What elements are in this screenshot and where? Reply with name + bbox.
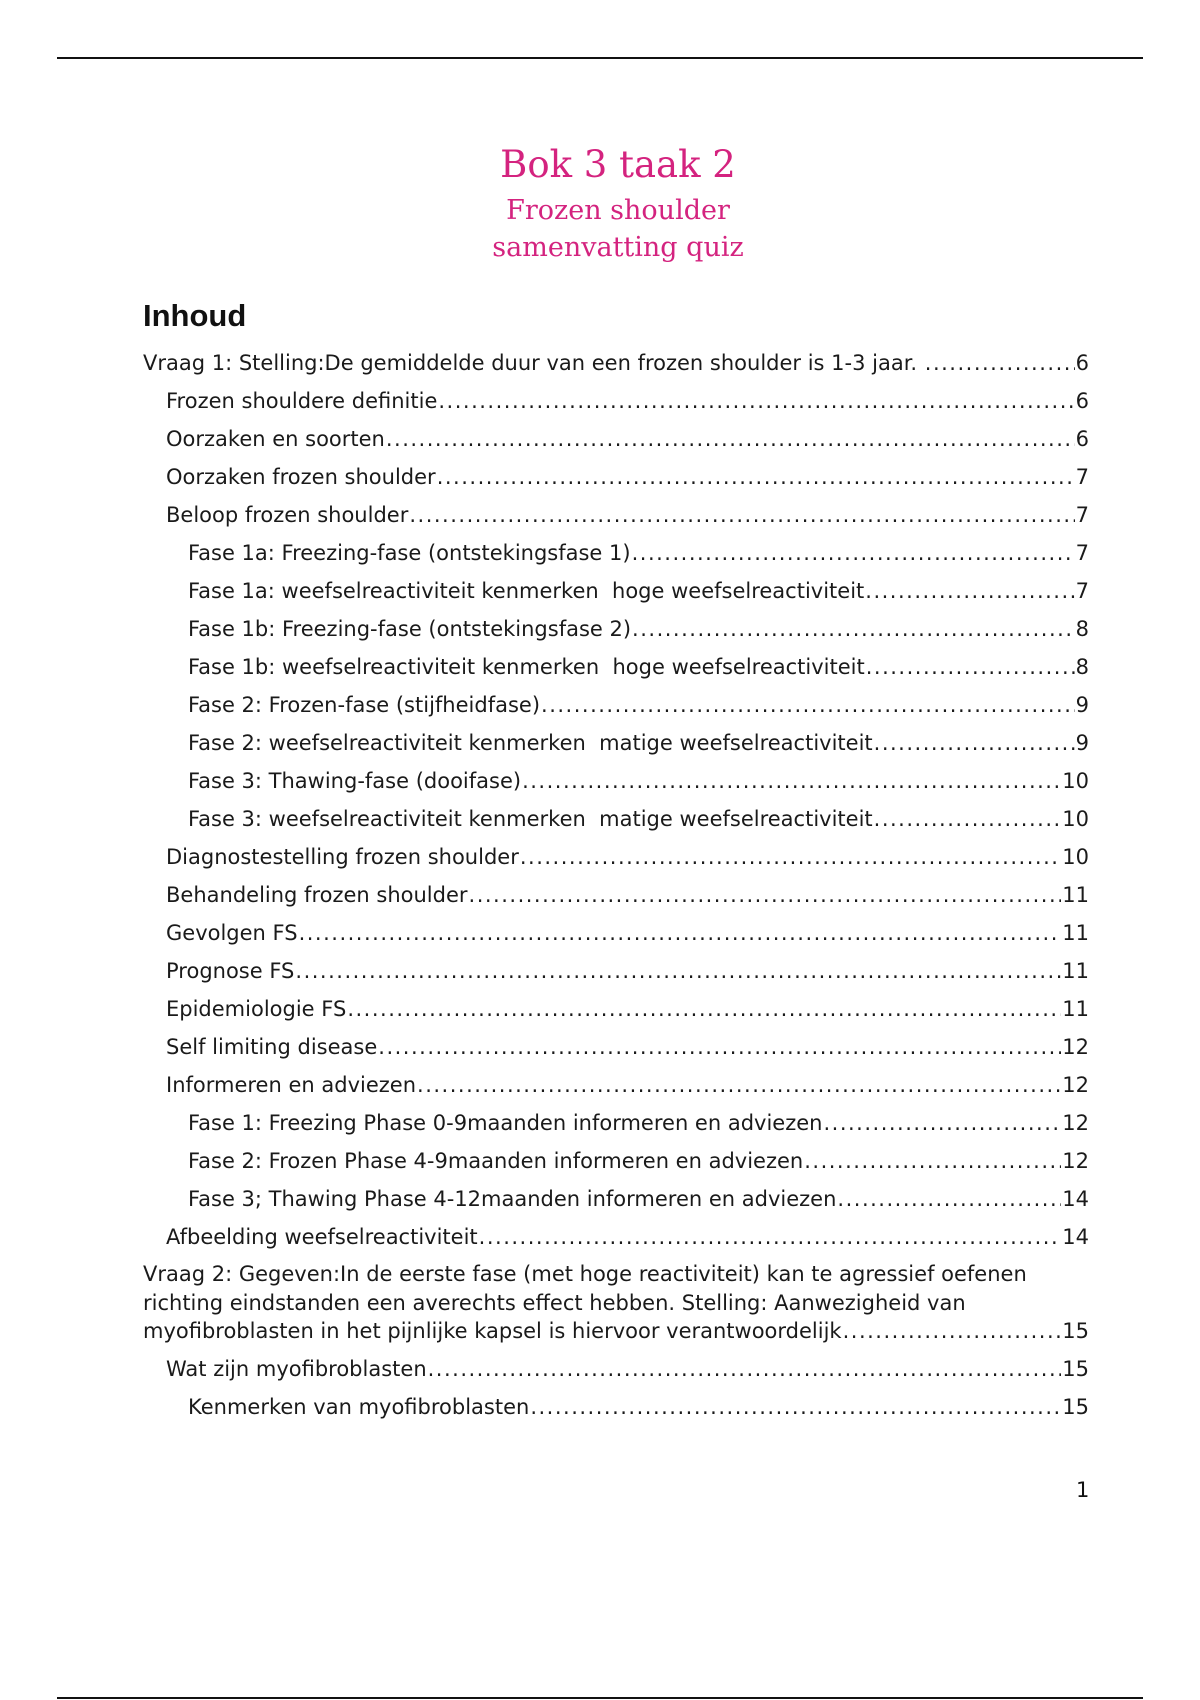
- toc-leader-dots: [823, 1108, 1061, 1138]
- toc-entry-text: Wat zijn myofibroblasten: [166, 1356, 427, 1381]
- toc-leader-dots: [438, 386, 1074, 416]
- toc-entry[interactable]: [143, 424, 1089, 462]
- toc-entry-page: 6: [1075, 389, 1089, 413]
- toc-entry-page: 6: [1075, 427, 1089, 451]
- toc-entry-page: 7: [1075, 465, 1089, 489]
- toc-entry-text: Fase 1b: Freezing-fase (ontstekingsfase 2): [188, 617, 632, 641]
- toc-entry-text: Vraag 1: Stelling:De gemiddelde duur van een frozen shoulder is 1-3 jaar.: [143, 351, 924, 375]
- toc-entry-page: 15: [1062, 1319, 1089, 1343]
- bottom-rule: [57, 1697, 1143, 1699]
- toc-entry-page: 15: [1062, 1356, 1089, 1381]
- toc-entry-text: Gevolgen FS: [166, 921, 298, 945]
- toc-entry-page: 10: [1062, 845, 1089, 869]
- toc-entry[interactable]: [143, 842, 1089, 880]
- toc-entry-page: 10: [1062, 769, 1089, 793]
- toc-entry-text: Fase 2: Frozen Phase 4-9maanden informeren en adviezen: [188, 1149, 804, 1173]
- toc-leader-dots: [299, 918, 1062, 948]
- toc-entry-text-line2: richting eindstanden een averechts effect hebben. Stelling: Aanwezigheid van: [143, 1290, 966, 1315]
- toc-entry-page: 11: [1062, 921, 1089, 945]
- toc-entry-text: Behandeling frozen shoulder: [166, 883, 468, 907]
- toc-leader-dots: [632, 614, 1075, 644]
- toc-entry-text: Beloop frozen shoulder: [166, 503, 409, 527]
- toc-entry-text: Epidemiologie FS: [166, 997, 347, 1021]
- toc-entry-page: 9: [1075, 731, 1089, 755]
- toc-entry[interactable]: [143, 538, 1089, 576]
- toc-entry-text: Fase 1: Freezing Phase 0-9maanden informeren en adviezen: [188, 1111, 823, 1135]
- toc-leader-dots: [865, 576, 1074, 606]
- toc-entry-page: 7: [1075, 541, 1089, 565]
- toc-entry[interactable]: [143, 576, 1089, 614]
- toc-leader-dots: [469, 880, 1062, 910]
- toc-leader-dots: [530, 1392, 1061, 1422]
- toc-entry-text: Fase 1a: weefselreactiviteit kenmerken hoge weefselreactiviteit: [188, 579, 865, 603]
- toc-entry-text: Fase 3; Thawing Phase 4-12maanden informeren en adviezen: [188, 1187, 837, 1211]
- toc-entry[interactable]: [143, 1222, 1089, 1260]
- toc-entry[interactable]: [143, 956, 1089, 994]
- toc-entry-text: Fase 2: Frozen-fase (stijfheidfase): [188, 693, 541, 717]
- toc-leader-dots: [378, 1032, 1061, 1062]
- toc-entry-page: 11: [1062, 959, 1089, 983]
- toc-entry-page: 14: [1062, 1225, 1089, 1249]
- toc-entry-text: Fase 1b: weefselreactiviteit kenmerken hoge weefselreactiviteit: [188, 655, 865, 679]
- toc-leader-dots: [347, 994, 1061, 1024]
- toc-entry[interactable]: [143, 500, 1089, 538]
- toc-entry-multiline[interactable]: [143, 1260, 1089, 1346]
- toc-entry-page: 11: [1062, 997, 1089, 1021]
- toc-entry-text: Informeren en adviezen: [166, 1073, 417, 1097]
- toc-entry-page: 8: [1075, 655, 1089, 679]
- toc-entry-page: 14: [1062, 1187, 1089, 1211]
- toc-entry[interactable]: [143, 1184, 1089, 1222]
- toc-entry[interactable]: [143, 690, 1089, 728]
- toc-entry-page: 12: [1062, 1073, 1089, 1097]
- toc-entry[interactable]: [143, 386, 1089, 424]
- toc-entry[interactable]: [143, 880, 1089, 918]
- toc-entry-text: Frozen shouldere definitie: [166, 389, 438, 413]
- toc-entry[interactable]: [143, 614, 1089, 652]
- toc-entry[interactable]: [143, 1146, 1089, 1184]
- toc-entry-text: Afbeelding weefselreactiviteit: [166, 1225, 478, 1249]
- toc-entry[interactable]: [143, 462, 1089, 500]
- toc-entry[interactable]: [143, 1032, 1089, 1070]
- toc-entry-page: 12: [1062, 1149, 1089, 1173]
- title-block: [0, 138, 1200, 266]
- toc-entry-text: Oorzaken frozen shoulder: [166, 465, 436, 489]
- toc-entry[interactable]: [143, 1070, 1089, 1108]
- toc-leader-dots: [541, 690, 1075, 720]
- table-of-contents: [143, 348, 1089, 1430]
- toc-entry-page: 9: [1075, 693, 1089, 717]
- toc-leader-dots: [925, 348, 1075, 378]
- toc-entry-text: Diagnostestelling frozen shoulder: [166, 845, 519, 869]
- toc-entry[interactable]: [143, 728, 1089, 766]
- toc-entry-page: 7: [1075, 503, 1089, 527]
- toc-entry-page: 6: [1075, 351, 1089, 375]
- document-subtitle-line1: Frozen shoulder: [506, 195, 730, 226]
- toc-entry-text: Prognose FS: [166, 959, 295, 983]
- toc-entry[interactable]: [143, 652, 1089, 690]
- toc-entry[interactable]: [143, 918, 1089, 956]
- toc-entry-text: Oorzaken en soorten: [166, 427, 385, 451]
- toc-entry[interactable]: [143, 1392, 1089, 1430]
- toc-entry[interactable]: [143, 1108, 1089, 1146]
- toc-entry-page: 15: [1062, 1394, 1089, 1419]
- toc-entry[interactable]: [143, 1354, 1089, 1392]
- toc-entry-text: Fase 3: Thawing-fase (dooifase): [188, 769, 522, 793]
- toc-leader-dots: [437, 462, 1075, 492]
- document-title: Bok 3 taak 2: [500, 143, 736, 186]
- toc-entry[interactable]: [143, 766, 1089, 804]
- toc-leader-dots: [804, 1146, 1061, 1176]
- toc-leader-dots: [479, 1222, 1062, 1252]
- toc-entry-page: 10: [1062, 807, 1089, 831]
- toc-leader-dots: [520, 842, 1061, 872]
- toc-entry-page: 7: [1075, 579, 1089, 603]
- toc-entry-text: Self limiting disease: [166, 1035, 378, 1059]
- toc-leader-dots: [417, 1070, 1061, 1100]
- toc-entry-text: Kenmerken van myofibroblasten: [188, 1394, 530, 1419]
- toc-entry-text: Fase 2: weefselreactiviteit kenmerken matige weefselreactiviteit: [188, 731, 873, 755]
- toc-leader-dots: [522, 766, 1061, 796]
- toc-entry[interactable]: [143, 804, 1089, 842]
- toc-entry-text: Fase 1a: Freezing-fase (ontstekingsfase 1): [188, 541, 631, 565]
- toc-heading: Inhoud: [143, 298, 247, 333]
- toc-leader-dots: [843, 1317, 1062, 1346]
- toc-leader-dots: [874, 804, 1062, 834]
- toc-entry-text-line1: Vraag 2: Gegeven:In de eerste fase (met hoge reactiviteit) kan te agressief oefenen: [143, 1262, 1027, 1286]
- toc-entry-page: 12: [1062, 1035, 1089, 1059]
- toc-leader-dots: [866, 652, 1075, 682]
- toc-entry-text: Fase 3: weefselreactiviteit kenmerken matige weefselreactiviteit: [188, 807, 873, 831]
- toc-leader-dots: [386, 424, 1075, 454]
- toc-leader-dots: [837, 1184, 1061, 1214]
- toc-leader-dots: [632, 538, 1075, 568]
- toc-entry-page: 8: [1075, 617, 1089, 641]
- document-subtitle-line2: samenvatting quiz: [492, 232, 744, 263]
- toc-leader-dots: [428, 1354, 1062, 1384]
- toc-entry-page: 12: [1062, 1111, 1089, 1135]
- toc-leader-dots: [295, 956, 1061, 986]
- toc-leader-dots: [874, 728, 1075, 758]
- toc-entry[interactable]: [143, 994, 1089, 1032]
- top-rule: [57, 57, 1143, 59]
- toc-entry-page: 11: [1062, 883, 1089, 907]
- toc-entry[interactable]: [143, 348, 1089, 386]
- page-number: 1: [1076, 1478, 1090, 1502]
- toc-entry-text-line3: myofibroblasten in het pijnlijke kapsel is hiervoor verantwoordelijk: [143, 1319, 842, 1343]
- toc-leader-dots: [409, 500, 1074, 530]
